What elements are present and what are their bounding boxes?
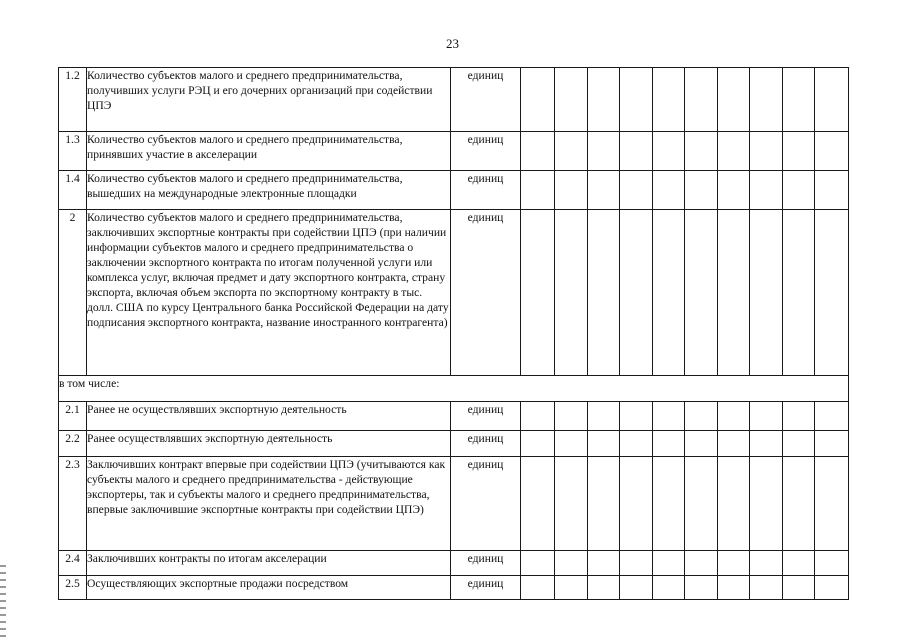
value-cell [620, 68, 653, 132]
value-cell [750, 576, 783, 600]
value-cell [718, 457, 750, 551]
value-cell [653, 132, 685, 171]
unit-cell: единиц [451, 210, 521, 376]
value-cell [653, 68, 685, 132]
value-cell [815, 551, 849, 576]
value-cell [521, 551, 555, 576]
unit-cell: единиц [451, 551, 521, 576]
unit-cell: единиц [451, 457, 521, 551]
value-cell [555, 68, 588, 132]
value-cell [653, 576, 685, 600]
row-number-cell: 2 [59, 210, 87, 376]
value-cell [620, 210, 653, 376]
value-cell [653, 431, 685, 457]
value-cell [815, 457, 849, 551]
table-row [59, 402, 849, 431]
value-cell [783, 457, 815, 551]
value-cell [685, 68, 718, 132]
value-cell [588, 576, 620, 600]
value-cell [685, 171, 718, 210]
value-cell [555, 431, 588, 457]
row-number-cell: 2.2 [59, 431, 87, 457]
value-cell [521, 171, 555, 210]
value-cell [653, 171, 685, 210]
table-subheader-row [59, 376, 849, 402]
value-cell [620, 576, 653, 600]
value-cell [815, 210, 849, 376]
value-cell [620, 551, 653, 576]
subheader-cell: в том числе: [59, 376, 849, 402]
unit-cell: единиц [451, 402, 521, 431]
value-cell [588, 171, 620, 210]
value-cell [750, 457, 783, 551]
value-cell [815, 576, 849, 600]
unit-cell: единиц [451, 171, 521, 210]
value-cell [783, 68, 815, 132]
value-cell [718, 171, 750, 210]
value-cell [521, 576, 555, 600]
value-cell [620, 171, 653, 210]
row-number-cell: 2.1 [59, 402, 87, 431]
indicator-name-cell: Количество субъектов малого и среднего предпринимательства, заключивших экспортные контракты при содействии ЦПЭ (при наличии информации субъектов малого и среднего предпринимательства о заключении экспортного контракта по итогам полученной услуги или комплекса услуг, включая предмет и дату экспортного контракта, страну экспорта, включая объем экспорта по экспортному контракту в тыс. долл. США по курсу Центрального банка Российской Федерации на дату подписания экспортного контракта, название иностранного контрагента) [87, 210, 451, 376]
unit-cell: единиц [451, 68, 521, 132]
value-cell [653, 402, 685, 431]
row-number-cell: 2.5 [59, 576, 87, 600]
page-number: 23 [446, 36, 459, 51]
value-cell [555, 402, 588, 431]
row-number-cell: 2.4 [59, 551, 87, 576]
value-cell [750, 132, 783, 171]
value-cell [718, 402, 750, 431]
table-row [59, 68, 849, 132]
indicator-name-cell: Заключивших контракты по итогам акселерации [87, 551, 451, 576]
value-cell [685, 551, 718, 576]
value-cell [783, 576, 815, 600]
indicator-name-cell: Ранее осуществлявших экспортную деятельность [87, 431, 451, 457]
value-cell [815, 431, 849, 457]
table-row [59, 431, 849, 457]
value-cell [685, 576, 718, 600]
value-cell [685, 457, 718, 551]
table-row [59, 210, 849, 376]
value-cell [718, 551, 750, 576]
value-cell [718, 576, 750, 600]
value-cell [555, 171, 588, 210]
value-cell [718, 210, 750, 376]
value-cell [620, 457, 653, 551]
table-row [59, 576, 849, 600]
value-cell [521, 457, 555, 551]
value-cell [750, 171, 783, 210]
row-number-cell: 1.2 [59, 68, 87, 132]
value-cell [685, 402, 718, 431]
value-cell [783, 551, 815, 576]
indicator-name-cell: Осуществляющих экспортные продажи посредством [87, 576, 451, 600]
value-cell [588, 132, 620, 171]
value-cell [620, 402, 653, 431]
unit-cell: единиц [451, 576, 521, 600]
value-cell [588, 431, 620, 457]
value-cell [588, 402, 620, 431]
value-cell [783, 402, 815, 431]
value-cell [653, 551, 685, 576]
value-cell [653, 210, 685, 376]
value-cell [588, 210, 620, 376]
table-row [59, 457, 849, 551]
value-cell [521, 210, 555, 376]
value-cell [750, 210, 783, 376]
value-cell [750, 68, 783, 132]
value-cell [750, 551, 783, 576]
row-number-cell: 2.3 [59, 457, 87, 551]
value-cell [815, 171, 849, 210]
table-row [59, 171, 849, 210]
value-cell [685, 132, 718, 171]
value-cell [783, 171, 815, 210]
scan-artifact [0, 565, 6, 640]
indicator-name-cell: Количество субъектов малого и среднего предпринимательства, получивших услуги РЭЦ и его дочерних организаций при содействии ЦПЭ [87, 68, 451, 132]
value-cell [555, 551, 588, 576]
value-cell [750, 402, 783, 431]
value-cell [718, 68, 750, 132]
value-cell [815, 132, 849, 171]
value-cell [555, 132, 588, 171]
value-cell [783, 431, 815, 457]
value-cell [521, 431, 555, 457]
unit-cell: единиц [451, 431, 521, 457]
value-cell [555, 457, 588, 551]
value-cell [555, 576, 588, 600]
value-cell [521, 402, 555, 431]
indicators-table [58, 67, 849, 600]
value-cell [783, 132, 815, 171]
indicator-name-cell: Заключивших контракт впервые при содействии ЦПЭ (учитываются как субъекты малого и среднего предпринимательства - действующие экспортеры, так и субъекты малого и среднего предпринимательства, впервые заключившие экспортные контракты при содействии ЦПЭ) [87, 457, 451, 551]
value-cell [685, 431, 718, 457]
unit-cell: единиц [451, 132, 521, 171]
row-number-cell: 1.3 [59, 132, 87, 171]
indicator-name-cell: Количество субъектов малого и среднего предпринимательства, принявших участие в акселерации [87, 132, 451, 171]
value-cell [750, 431, 783, 457]
table-row [59, 132, 849, 171]
value-cell [783, 210, 815, 376]
value-cell [685, 210, 718, 376]
row-number-cell: 1.4 [59, 171, 87, 210]
value-cell [718, 431, 750, 457]
value-cell [815, 402, 849, 431]
indicator-name-cell: Ранее не осуществлявших экспортную деятельность [87, 402, 451, 431]
indicator-name-cell: Количество субъектов малого и среднего предпринимательства, вышедших на международные электронные площадки [87, 171, 451, 210]
value-cell [521, 68, 555, 132]
value-cell [815, 68, 849, 132]
value-cell [620, 431, 653, 457]
value-cell [588, 68, 620, 132]
value-cell [588, 551, 620, 576]
value-cell [653, 457, 685, 551]
value-cell [588, 457, 620, 551]
table-row [59, 551, 849, 576]
value-cell [718, 132, 750, 171]
value-cell [521, 132, 555, 171]
value-cell [555, 210, 588, 376]
value-cell [620, 132, 653, 171]
